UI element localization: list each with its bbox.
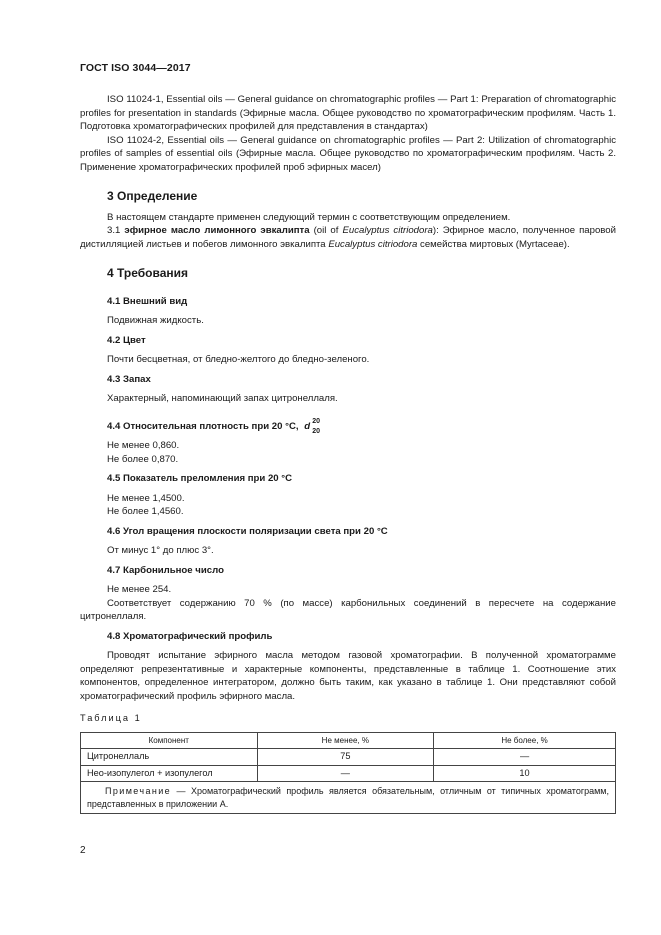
section-4-3-title: 4.3 Запах — [107, 373, 151, 385]
table-header-row — [81, 732, 616, 749]
document-header-code: ГОСТ ISO 3044—2017 — [80, 62, 191, 74]
table-header-min: Не менее, % — [257, 732, 434, 749]
reference-iso-11024-1: ISO 11024-1, Essential oils — General guidance on chromatographic profiles — Part 1: Preparation of chromatographic profiles for presentation in standards (Эфирные масла. Общее руководство по хроматографическим профилям. Часть 1. Подготовка хроматографических профилей для представления в стандартах) — [80, 94, 616, 132]
term-name: эфирное масло лимонного эвкалипта — [124, 225, 310, 236]
table-row — [81, 749, 616, 766]
section-4-7-text: Соответствует содержанию 70 % (по массе) карбонильных соединений в пересчете на содержание цитронеллаля. — [80, 597, 616, 622]
density-symbol — [304, 417, 321, 435]
definition-part-b: ): Эфирное масло, полученное паровой дистилляцией листьев и побегов лимонного эвкалипта — [80, 225, 616, 250]
section-4-7-min: Не менее 254. — [107, 584, 172, 595]
density-symbol-letter: d — [304, 420, 311, 432]
section-4-6-text: От минус 1° до плюс 3°. — [107, 545, 214, 556]
table-cell-component: Нео-изопулегол + изопулегол — [81, 765, 258, 782]
section-4-1-text: Подвижная жидкость. — [107, 315, 204, 326]
section-4-4-min: Не менее 0,860. — [107, 440, 180, 451]
document-body — [80, 93, 616, 814]
section-4-6-title: 4.6 Угол вращения плоскости поляризации света при 20 °С — [107, 525, 388, 537]
section-4-title: 4 Требования — [107, 266, 188, 280]
section-4-7-title: 4.7 Карбонильное число — [107, 564, 224, 576]
table-header-component: Компонент — [81, 732, 258, 749]
table-cell-component: Цитронеллаль — [81, 749, 258, 766]
table-note-row — [81, 782, 616, 814]
section-4-2-title: 4.2 Цвет — [107, 334, 146, 346]
table-header-max: Не более, % — [434, 732, 616, 749]
section-4-8-text: Проводят испытание эфирного масла методом газовой хроматографии. В полученной хроматограмме определяют репрезентативные и характерные компоненты, представленные в таблице 1. Соотношение этих компонентов, определенное интегратором, должно быть таким, как указано в таблице 1. Они представляют собой хроматографический профиль эфирного масла. — [80, 650, 616, 702]
table-1 — [80, 732, 616, 815]
table-1-caption: Таблица 1 — [80, 713, 142, 723]
section-4-2-text: Почти бесцветная, от бледно-желтого до бледно-зеленого. — [107, 354, 370, 365]
section-3-title: 3 Определение — [107, 189, 198, 203]
section-4-4-title — [80, 417, 616, 435]
table-cell-min: — — [257, 765, 434, 782]
section-4-5-min: Не менее 1,4500. — [107, 492, 185, 504]
section-3-intro: В настоящем стандарте применен следующий термин с соответствующим определением. — [107, 211, 511, 223]
table-row — [81, 765, 616, 782]
section-4-8-title: 4.8 Хроматографический профиль — [107, 630, 273, 642]
reference-iso-11024-2: ISO 11024-2, Essential oils — General guidance on chromatographic profiles — Part 2: Utilization of chromatographic profiles of samples of essential oils (Эфирные масла. Общее руководство по хроматографическим профилям. Часть 2. Применение хроматографических профилей проб эфирных масел) — [80, 134, 616, 173]
definition-part-a: (oil of — [309, 225, 343, 236]
table-note-label: Примечание — [105, 786, 172, 796]
table-note-text: — Хроматографический профиль является обязательным, отличным от типичных хроматограмм, представленных в приложении А. — [87, 786, 609, 809]
section-4-3-text: Характерный, напоминающий запах цитронеллаля. — [107, 393, 338, 404]
section-4-1-title: 4.1 Внешний вид — [107, 295, 188, 307]
table-note — [81, 782, 616, 814]
term-definition — [80, 224, 616, 251]
latin-name-2: Eucalyptus citriodora — [328, 238, 418, 250]
section-4-5-title: 4.5 Показатель преломления при 20 °С — [107, 473, 293, 484]
page-number: 2 — [80, 845, 86, 856]
table-cell-max: 10 — [434, 765, 616, 782]
density-symbol-sup: 20 — [312, 417, 321, 425]
table-cell-min: 75 — [257, 749, 434, 766]
table-cell-max: — — [434, 749, 616, 766]
section-4-4-max: Не более 0,870. — [107, 453, 179, 465]
definition-part-c: семейства миртовых (Myrtaceae). — [417, 238, 570, 250]
density-symbol-sub: 20 — [312, 427, 321, 435]
section-4-5-max: Не более 1,4560. — [107, 506, 184, 517]
latin-name-1: Eucalyptus citriodora — [342, 225, 433, 236]
term-number: 3.1 — [107, 225, 121, 236]
section-4-4-title-text: 4.4 Относительная плотность при 20 °С, — [107, 420, 299, 432]
